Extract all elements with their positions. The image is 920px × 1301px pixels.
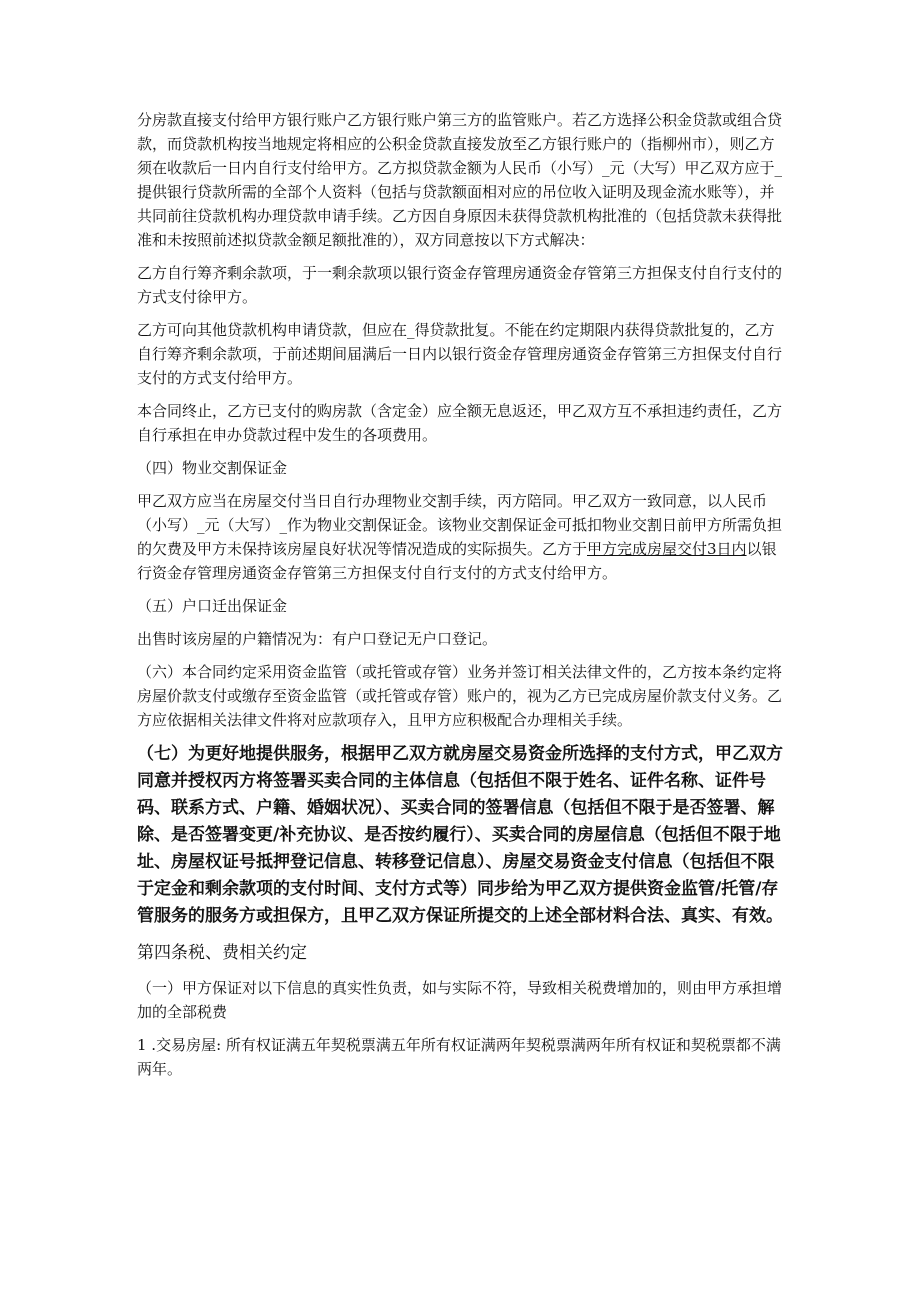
paragraph-loan-payment: 分房款直接支付给甲方银行账户乙方银行账户第三方的监管账户。若乙方选择公积金贷款或组合贷款，而贷款机构按当地规定将相应的公积金贷款直接发放至乙方银行账户的（指柳州市），则乙方须在收款后一日内自行支付给甲方。乙方拟贷款金额为人民币（小写）_元（大写）甲乙双方应于_提供银行贷款所需的全部个人资料（包括与贷款额面相对应的吊位收入证明及现金流水账等），并共同前往贷款机构办理贷款申请手续。乙方因自身原因未获得贷款机构批准的（包括贷款未获得批准和未按照前述拟贷款金额足额批准的），双方同意按以下方式解决：	[137, 111, 783, 249]
paragraph-household-status: 出售时该房屋的户籍情况为：有户口登记无户口登记。	[137, 630, 498, 648]
paragraph-information-sharing: （七）为更好地提供服务，根据甲乙双方就房屋交易资金所选择的支付方式，甲乙双方同意并授权丙方将签署买卖合同的主体信息（包括但不限于姓名、证件名称、证件号码、联系方式、户籍、婚姻状况）、买卖合同的签署信息（包括但不限于是否签署、解除、是否签署变更/补充协议、是否按约履行）、买卖合同的房屋信息（包括但不限于地址、房屋权证号抵押登记信息、转移登记信息）、房屋交易资金支付信息（包括但不限于定金和剩余款项的支付时间、支付方式等）同步给为甲乙双方提供资金监管/托管/存管服务的服务方或担保方，且甲乙双方保证所提交的上述全部材料合法、真实、有效。	[137, 744, 783, 926]
paragraph-transaction-property: 1 .交易房屋: 所有权证满五年契税票满五年所有权证满两年契税票满两年所有权证和契税票都不满两年。	[137, 1036, 781, 1078]
section-heading-property-deposit: （四）物业交割保证金	[137, 459, 288, 477]
article-heading-tax: 第四条税、费相关约定	[137, 943, 307, 963]
paragraph-other-lender: 乙方可向其他贷款机构申请贷款，但应在_得贷款批复。不能在约定期限内获得贷款批复的，乙方自行筹齐剩余款项，于前述期间届满后一日内以银行资金存管理房通资金存管第三方担保支付自行支付的方式支付给甲方。	[137, 321, 783, 387]
paragraph-tax-guarantee: （一）甲方保证对以下信息的真实性负责，如与实际不符，导致相关税费增加的，则由甲方承担增加的全部税费	[137, 979, 783, 1021]
document-page	[137, 108, 787, 1090]
underlined-term: 甲方完成房屋交付3日内	[587, 540, 747, 558]
section-heading-household-deposit: （五）户口迁出保证金	[137, 597, 288, 615]
text-segment: 以银行资金存管理房通资金存管第三方担保支付自行支付的方式支付给甲方。	[137, 540, 777, 582]
text-segment: 甲乙双方应当在房屋交付当日自行办理物业交割手续，丙方陪同。甲乙双方一致同意，以人民币（小写）_元（大写）_作为物业交割保证金。该物业交割保证金可抵扣物业交割日前甲方所需负担的欠费及甲方未保持该房屋良好状况等情况造成的实际损失。乙方于	[137, 492, 783, 558]
paragraph-fund-supervision: （六）本合同约定采用资金监管（或托管或存管）业务并签订相关法律文件的，乙方按本条约定将房屋价款支付或缴存至资金监管（或托管或存管）账户的，视为乙方已完成房屋价款支付义务。乙方应依据相关法律文件将对应款项存入，且甲方应积极配合办理相关手续。	[137, 663, 783, 729]
paragraph-self-raise: 乙方自行筹齐剩余款项，于一剩余款项以银行资金存管理房通资金存管第三方担保支付自行支付的方式支付徐甲方。	[137, 264, 783, 306]
paragraph-property-deposit	[137, 489, 787, 585]
paragraph-termination: 本合同终止，乙方已支付的购房款（含定金）应全额无息返还，甲乙双方互不承担违约责任，乙方自行承担在申办贷款过程中发生的各项费用。	[137, 402, 783, 444]
